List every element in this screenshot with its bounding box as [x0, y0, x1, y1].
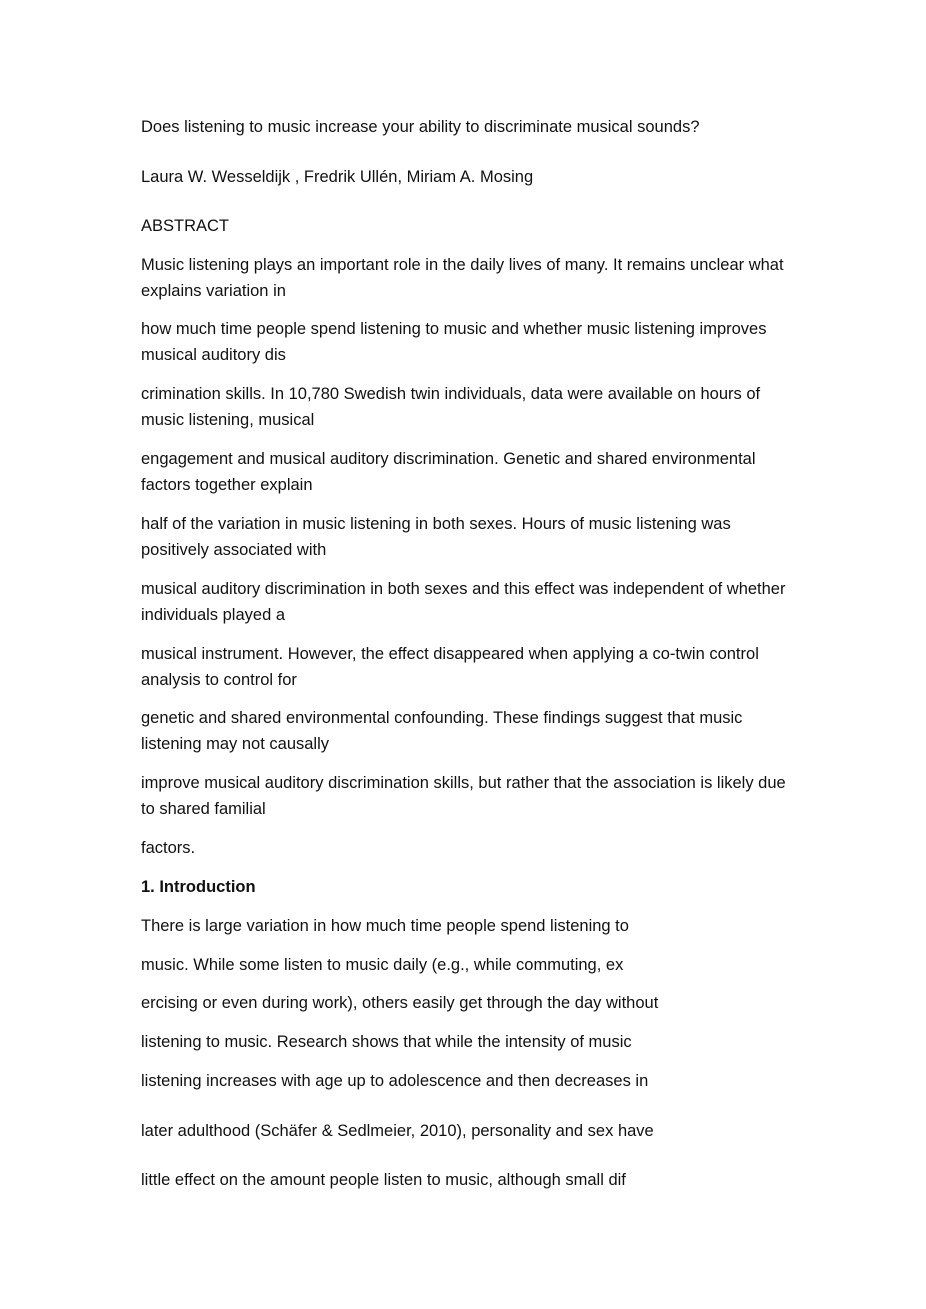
intro-line: There is large variation in how much time people spend listening to [141, 917, 629, 935]
intro-line: ercising or even during work), others easily get through the day without [141, 994, 659, 1012]
abstract-paragraph: improve musical auditory discrimination skills, but rather that the association is likely due to shared familial [141, 774, 786, 818]
author-list: Laura W. Wesseldijk , Fredrik Ullén, Miriam A. Mosing [141, 168, 534, 186]
abstract-paragraph: genetic and shared environmental confounding. These findings suggest that music listening may not causally [141, 709, 743, 753]
abstract-paragraph: engagement and musical auditory discrimination. Genetic and shared environmental factors together explain [141, 450, 756, 494]
intro-line: little effect on the amount people listen to music, although small dif [141, 1171, 626, 1189]
abstract-heading: ABSTRACT [141, 217, 230, 235]
intro-line: listening to music. Research shows that while the intensity of music [141, 1033, 632, 1051]
intro-line: listening increases with age up to adolescence and then decreases in [141, 1072, 649, 1090]
abstract-paragraph: crimination skills. In 10,780 Swedish twin individuals, data were available on hours of music listening, musical [141, 385, 761, 429]
abstract-paragraph: musical instrument. However, the effect disappeared when applying a co-twin control analysis to control for [141, 645, 759, 689]
intro-line: later adulthood (Schäfer & Sedlmeier, 2010), personality and sex have [141, 1122, 654, 1140]
abstract-paragraph: half of the variation in music listening in both sexes. Hours of music listening was positively associated with [141, 515, 731, 559]
paper-title: Does listening to music increase your ability to discriminate musical sounds? [141, 118, 700, 136]
abstract-paragraph: factors. [141, 839, 196, 857]
abstract-paragraph: musical auditory discrimination in both sexes and this effect was independent of whether individuals played a [141, 580, 786, 624]
abstract-paragraph: Music listening plays an important role in the daily lives of many. It remains unclear what explains variation in [141, 256, 784, 300]
intro-line: music. While some listen to music daily (e.g., while commuting, ex [141, 956, 624, 974]
abstract-paragraph: how much time people spend listening to music and whether music listening improves musical auditory dis [141, 320, 767, 364]
section-heading-introduction: 1. Introduction [141, 878, 256, 896]
